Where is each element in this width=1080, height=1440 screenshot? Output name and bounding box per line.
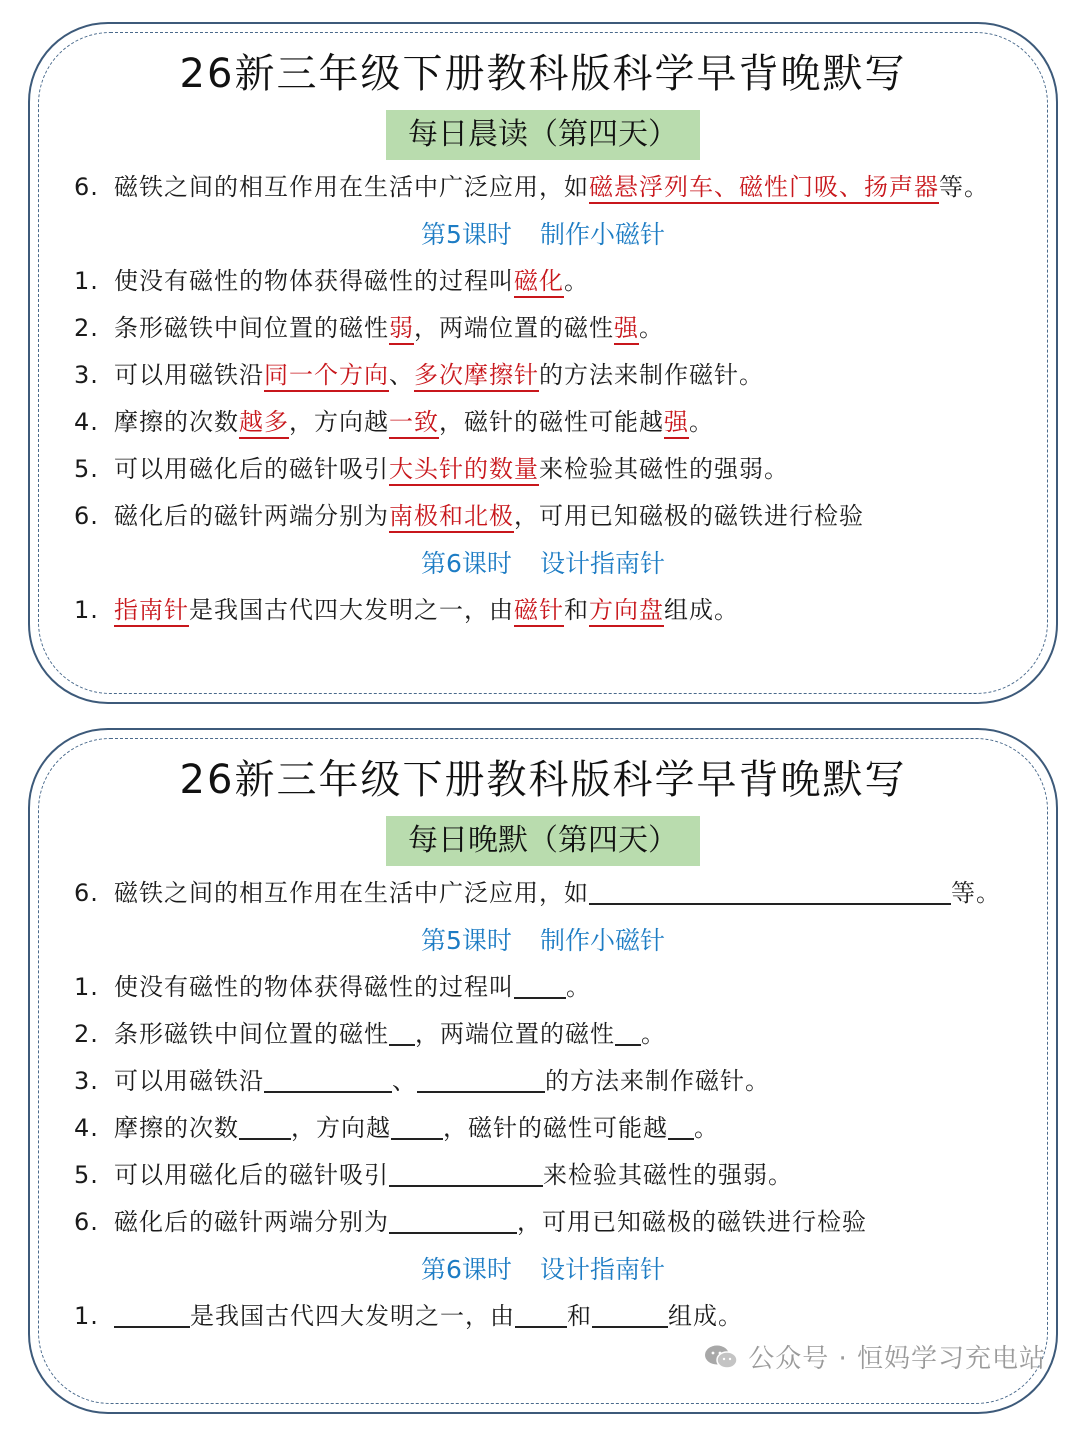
answer: 强 bbox=[614, 314, 639, 345]
answer-blank[interactable] bbox=[592, 1298, 668, 1328]
list-item: 6. 磁铁之间的相互作用在生活中广泛应用，如磁悬浮列车、磁性门吸、扬声器等。 bbox=[74, 164, 1036, 211]
lesson-heading: 第6课时 设计指南针 bbox=[421, 1255, 665, 1284]
answer: 大头针的数量 bbox=[389, 455, 539, 486]
answer-blank[interactable] bbox=[615, 1016, 641, 1046]
evening-banner: 每日晚默（第四天） bbox=[386, 816, 700, 866]
list-item: 4. 摩擦的次数越多，方向越一致，磁针的磁性可能越强。 bbox=[74, 399, 1036, 446]
page-title: 26新三年级下册教科版科学早背晚默写 bbox=[179, 51, 907, 97]
answer-blank[interactable] bbox=[114, 1298, 190, 1328]
answer: 弱 bbox=[389, 314, 414, 345]
list-item: 4. 摩擦的次数 ，方向越 ，磁针的磁性可能越 。 bbox=[74, 1105, 1036, 1152]
answer: 南极和北极 bbox=[389, 502, 514, 533]
answer: 指南针 bbox=[114, 596, 189, 627]
morning-reading-card bbox=[28, 22, 1058, 704]
answer-blank[interactable] bbox=[589, 875, 951, 905]
morning-lines bbox=[74, 164, 1036, 634]
answer: 磁化 bbox=[514, 267, 564, 298]
list-item: 1. 是我国古代四大发明之一，由 和 组成。 bbox=[74, 1293, 1036, 1340]
answer: 多次摩擦针 bbox=[414, 361, 539, 392]
answer: 磁悬浮列车、磁性门吸、扬声器 bbox=[589, 173, 939, 204]
list-item: 2. 条形磁铁中间位置的磁性 ，两端位置的磁性 。 bbox=[74, 1011, 1036, 1058]
wechat-icon bbox=[704, 1344, 738, 1370]
answer-blank[interactable] bbox=[389, 1016, 415, 1046]
evening-lines bbox=[74, 870, 1036, 1340]
list-item: 5. 可以用磁化后的磁针吸引 来检验其磁性的强弱。 bbox=[74, 1152, 1036, 1199]
lesson-heading: 第5课时 制作小磁针 bbox=[421, 220, 665, 249]
answer: 方向盘 bbox=[589, 596, 664, 627]
watermark-text: 公众号 · 恒妈学习充电站 bbox=[748, 1344, 1046, 1374]
list-item: 3. 可以用磁铁沿同一个方向、多次摩擦针的方法来制作磁针。 bbox=[74, 352, 1036, 399]
list-item: 6. 磁化后的磁针两端分别为南极和北极，可用已知磁极的磁铁进行检验 bbox=[74, 493, 1036, 540]
list-item: 1. 使没有磁性的物体获得磁性的过程叫 。 bbox=[74, 964, 1036, 1011]
answer: 越多 bbox=[239, 408, 289, 439]
answer-blank[interactable] bbox=[417, 1063, 545, 1093]
answer: 一致 bbox=[389, 408, 439, 439]
answer-blank[interactable] bbox=[668, 1110, 694, 1140]
lesson-heading: 第6课时 设计指南针 bbox=[421, 549, 665, 578]
list-item: 3. 可以用磁铁沿 、 的方法来制作磁针。 bbox=[74, 1058, 1036, 1105]
page-title: 26新三年级下册教科版科学早背晚默写 bbox=[179, 757, 907, 803]
answer-blank[interactable] bbox=[389, 1204, 517, 1234]
list-item: 5. 可以用磁化后的磁针吸引大头针的数量来检验其磁性的强弱。 bbox=[74, 446, 1036, 493]
answer: 同一个方向 bbox=[264, 361, 389, 392]
answer-blank[interactable] bbox=[391, 1110, 443, 1140]
answer-blank[interactable] bbox=[515, 1298, 567, 1328]
answer: 强 bbox=[664, 408, 689, 439]
answer-blank[interactable] bbox=[514, 969, 566, 999]
answer-blank[interactable] bbox=[389, 1157, 543, 1187]
lesson-heading: 第5课时 制作小磁针 bbox=[421, 926, 665, 955]
list-item: 2. 条形磁铁中间位置的磁性弱，两端位置的磁性强。 bbox=[74, 305, 1036, 352]
morning-banner: 每日晨读（第四天） bbox=[386, 110, 700, 160]
answer-blank[interactable] bbox=[239, 1110, 291, 1140]
answer-blank[interactable] bbox=[264, 1063, 392, 1093]
watermark bbox=[704, 1338, 1046, 1375]
list-item: 1. 使没有磁性的物体获得磁性的过程叫磁化。 bbox=[74, 258, 1036, 305]
list-item: 1. 指南针是我国古代四大发明之一，由磁针和方向盘组成。 bbox=[74, 587, 1036, 634]
list-item: 6. 磁化后的磁针两端分别为 ，可用已知磁极的磁铁进行检验 bbox=[74, 1199, 1036, 1246]
answer: 磁针 bbox=[514, 596, 564, 627]
list-item: 6. 磁铁之间的相互作用在生活中广泛应用，如 等。 bbox=[74, 870, 1036, 917]
evening-dictation-card bbox=[28, 728, 1058, 1414]
